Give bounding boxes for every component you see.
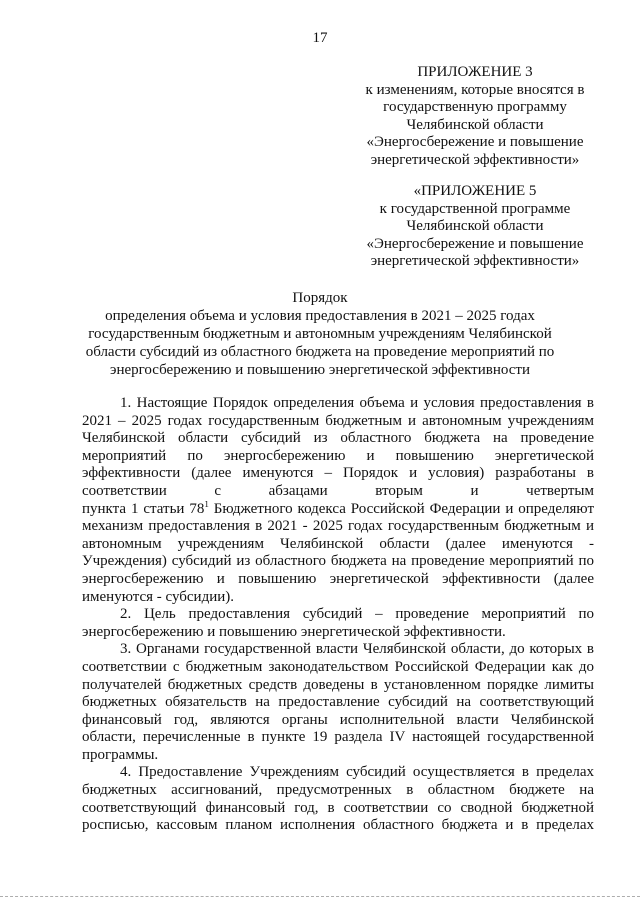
paragraph-line: механизм предоставления в 2021 - 2025 годах государственным бюджетным и: [82, 518, 594, 535]
appendix-5-line: Челябинской области: [406, 218, 544, 234]
appendix-3-line: к изменениям, которые вносятся в: [365, 81, 585, 98]
document-body: [82, 395, 594, 835]
appendix-5-line: к государственной программе: [379, 200, 571, 217]
appendix-5-line: «Энергосбережение и повышение: [366, 235, 584, 252]
appendix-3-line: энергетической эффективности»: [370, 151, 580, 168]
title-line: определения объема и условия предоставления в 2021 – 2025 годах: [105, 308, 535, 324]
paragraph-line: соответствии с абзацами вторым и четвертым: [82, 482, 594, 499]
paragraph-line: мероприятий по энергосбережению и повышению энергетической: [82, 447, 594, 464]
appendix-3-header: [330, 64, 620, 169]
title-line: энергосбережению и повышению энергетической эффективности: [110, 362, 530, 378]
paragraph-line: бюджетных ассигнований, предусмотренных в областном бюджете на: [82, 782, 594, 799]
appendix-5-line: «ПРИЛОЖЕНИЕ 5: [413, 183, 537, 199]
paragraph-2: [82, 606, 594, 641]
paragraph-line: области, перечисленные в пункте 19 раздела IV настоящей государственной: [82, 729, 594, 746]
title-heading: Порядок: [292, 290, 348, 306]
paragraph-line: автономным учреждениям Челябинской области (далее именуются -: [82, 535, 594, 552]
paragraph-text: пункта 1 статьи 78: [82, 500, 205, 517]
paragraph-line: [82, 501, 594, 519]
paragraph-line: 3. Органами государственной власти Челябинской области, до которых в: [120, 641, 594, 658]
paragraph-4: [82, 764, 594, 834]
document-title: [0, 289, 640, 379]
paragraph-1: [82, 395, 594, 606]
appendix-3-line: государственную программу: [383, 99, 567, 115]
paragraph-text: Бюджетного кодекса Российской Федерации и определяют: [208, 500, 594, 517]
paragraph-line: Учреждения) субсидий из областного бюджета на проведение мероприятий по: [82, 553, 594, 570]
paragraph-line: получателей бюджетных средств доведены в установленном порядке лимиты: [82, 676, 594, 693]
paragraph-line: 2021 – 2025 годах государственным бюджетным и автономным учреждениям: [82, 412, 594, 429]
appendix-5-line: энергетической эффективности»: [370, 253, 580, 269]
scan-edge-divider: [0, 896, 640, 899]
appendix-3-line: Челябинской области: [406, 116, 544, 133]
paragraph-line: программы.: [82, 746, 159, 763]
paragraph-line: энергосбережению и повышению энергетической эффективности.: [82, 623, 506, 640]
page-number: 17: [312, 30, 328, 46]
appendix-3-line: «Энергосбережение и повышение: [366, 134, 584, 150]
paragraph-line: бюджетных обязательств на предоставление субсидий на соответствующий: [82, 694, 594, 711]
appendix-5-header: [330, 183, 620, 271]
paragraph-line: энергосбережению и повышению энергетической эффективности (далее: [82, 570, 594, 587]
paragraph-line: эффективности (далее именуются – Порядок и условия) разработаны в: [82, 465, 594, 482]
paragraph-line: именуются - субсидии).: [82, 588, 235, 605]
superscript-article-number: 1: [204, 500, 209, 509]
title-line: государственным бюджетным и автономным учреждениям Челябинской: [88, 326, 552, 342]
paragraph-line: соответствующий финансовый год, в соответствии со сводной бюджетной: [82, 799, 594, 816]
paragraph-line: 4. Предоставление Учреждениям субсидий осуществляется в пределах: [120, 764, 594, 781]
paragraph-3: [82, 641, 594, 764]
paragraph-line: 1. Настоящие Порядок определения объема и условия предоставления в: [120, 395, 594, 411]
appendix-3-line: ПРИЛОЖЕНИЕ 3: [417, 64, 533, 80]
paragraph-line: 2. Цель предоставления субсидий – проведение мероприятий по: [120, 606, 594, 623]
title-line: области субсидий из областного бюджета на проведение мероприятий по: [85, 344, 555, 360]
paragraph-line: соответствии с бюджетным законодательством Российской Федерации как до: [82, 658, 594, 675]
paragraph-line: росписью, кассовым планом исполнения областного бюджета и в пределах: [82, 817, 594, 834]
paragraph-line: Челябинской области субсидий из областного бюджета на проведение: [82, 430, 594, 447]
paragraph-line: финансовый год, являются органы исполнительной власти Челябинской: [82, 711, 594, 728]
